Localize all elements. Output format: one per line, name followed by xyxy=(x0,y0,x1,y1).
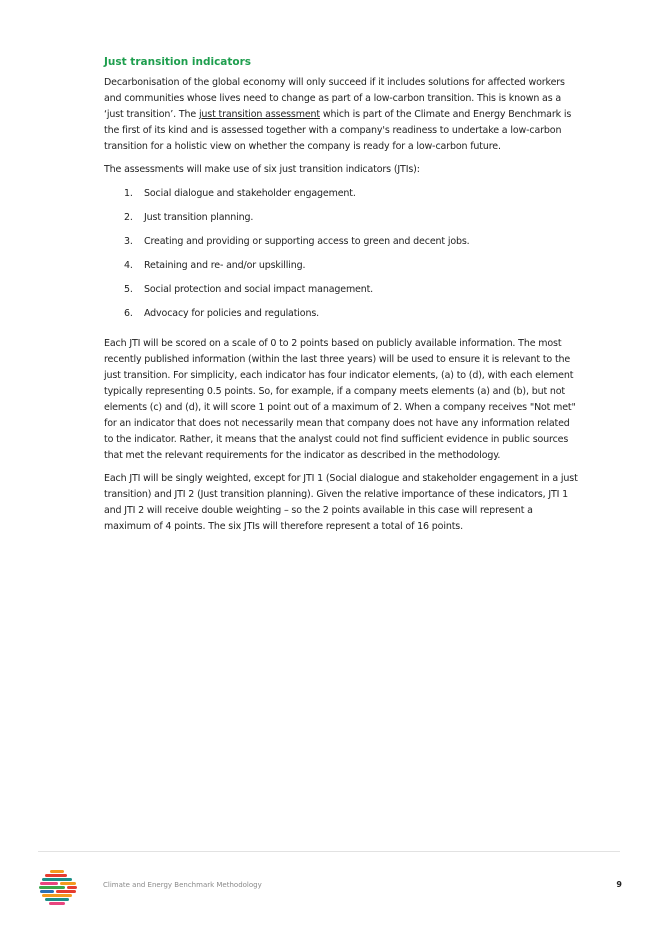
list-item-number: 5. xyxy=(124,284,133,295)
weighting-paragraph: Each JTI will be singly weighted, except for JTI 1 (Social dialogue and stakeholder engagement in a just transition) and JTI 2 (Just transition planning). Given the relative importance of these indicators, JTI 1 and JTI 2 will receive double weighting – so the 2 points available in this case will represent a maximum of 4 points. The six JTIs will therefore represent a total of 16 points. xyxy=(104,473,578,532)
list-item-number: 3. xyxy=(124,236,133,247)
list-item-number: 6. xyxy=(124,308,133,319)
list-item-number: 2. xyxy=(124,212,133,223)
section-heading: Just transition indicators xyxy=(104,56,252,68)
scoring-paragraph: Each JTI will be scored on a scale of 0 to 2 points based on publicly available information. The most recently published information (within the last three years) will be used to ensure it is relevant to the just transition. For simplicity, each indicator has four indicator elements, (a) to (d), with each element typically representing 0.5 points. So, for example, if a company meets elements (a) and (b), but not elements (c) and (d), it will score 1 point out of a maximum of 2. When a company receives "Not met" for an indicator that does not necessarily mean that company does not have any information related to the indicator. Rather, it means that the analyst could not find sufficient evidence in public sources that met the relevant requirements for the indicator as described in the methodology. xyxy=(104,338,576,461)
intro-text-end: which is part of the Climate and Energy Benchmark is the first of its kind and is assessed together with a company's readiness to undertake a low-carbon transition for a holistic view on whether the company is ready for a low-carbon future. xyxy=(104,109,572,152)
list-item-text: Creating and providing or supporting access to green and decent jobs. xyxy=(144,236,470,247)
list-item xyxy=(104,306,580,330)
intro-text-start: Decarbonisation of the global economy will only succeed if it includes solutions for affected workers and communities whose lives need to change as part of a low-carbon transition. This is known as a ‘just transition’. The xyxy=(104,77,565,120)
list-lead-text: The assessments will make use of six just transition indicators (JTIs): xyxy=(104,164,420,175)
list-item-text: Social dialogue and stakeholder engagement. xyxy=(144,188,356,199)
page-content xyxy=(104,55,580,542)
list-item-text: Retaining and re- and/or upskilling. xyxy=(144,260,306,271)
footer-document-title: Climate and Energy Benchmark Methodology xyxy=(103,881,262,889)
list-item-text: Just transition planning. xyxy=(144,212,254,223)
list-item xyxy=(104,282,580,306)
list-item xyxy=(104,186,580,210)
footer-divider xyxy=(38,851,620,852)
list-item-text: Advocacy for policies and regulations. xyxy=(144,308,319,319)
list-item xyxy=(104,210,580,234)
intro-paragraph xyxy=(104,75,580,155)
list-item xyxy=(104,258,580,282)
page-number: 9 xyxy=(616,880,622,889)
benchmark-logo-icon xyxy=(38,869,78,909)
jti-list xyxy=(104,186,580,330)
list-item-text: Social protection and social impact management. xyxy=(144,284,374,295)
list-item xyxy=(104,234,580,258)
just-transition-assessment-link[interactable]: just transition assessment xyxy=(198,109,320,120)
list-item-number: 1. xyxy=(124,188,133,199)
list-item-number: 4. xyxy=(124,260,133,271)
